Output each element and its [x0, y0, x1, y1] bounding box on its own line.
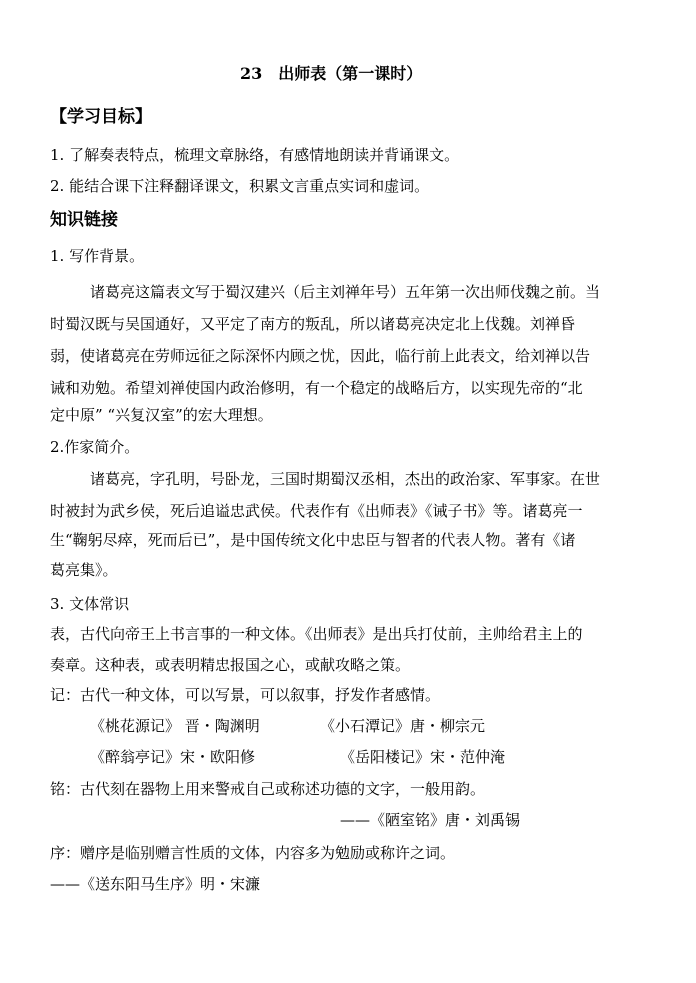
ji-example: 《桃花源记》 晋・陶渊明: [90, 717, 260, 735]
ming-example: ——《陋室铭》唐・刘禹锡: [340, 811, 521, 829]
background-line: 诸葛亮这篇表文写于蜀汉建兴（后主刘禅年号）五年第一次出师伐魏之前。当: [90, 283, 601, 301]
biao-line: 表，古代向帝王上书言事的一种文体。《出师表》是出兵打仗前，主帅给君主上的: [50, 625, 583, 643]
goals-heading: 【学习目标】: [50, 107, 152, 127]
xu-example: ——《送东阳马生序》明・宋濂: [50, 875, 261, 893]
background-label: 1. 写作背景。: [50, 247, 145, 265]
ji-example: 《小石潭记》唐・柳宗元: [320, 717, 486, 735]
genre-label: 3. 文体常识: [50, 595, 130, 613]
background-line: 时蜀汉既与吴国通好，又平定了南方的叛乱，所以诸葛亮决定北上伐魏。刘禅昏: [50, 315, 576, 333]
author-label: 2.作家简介。: [50, 438, 140, 456]
author-line: 诸葛亮，字孔明，号卧龙，三国时期蜀汉丞相，杰出的政治家、军事家。在世: [90, 470, 601, 488]
ji-example: 《岳阳楼记》宋・范仲淹: [340, 748, 506, 766]
background-line: 定中原” “兴复汉室”的宏大理想。: [50, 406, 273, 424]
goal-item-2: 2. 能结合课下注释翻译课文，积累文言重点实词和虚词。: [50, 177, 430, 195]
goal-item-1: 1. 了解奏表特点，梳理文章脉络，有感情地朗读并背诵课文。: [50, 146, 460, 164]
ming-definition: 铭：古代刻在器物上用来警戒自己或称述功德的文字，一般用韵。: [50, 780, 486, 798]
background-line: 弱，使诸葛亮在劳师远征之际深怀内顾之忧，因此，临行前上此表文，给刘禅以告: [50, 347, 591, 365]
xu-definition: 序：赠序是临别赠言性质的文体，内容多为勉励或称许之词。: [50, 844, 456, 862]
author-line: 葛亮集》。: [50, 561, 118, 579]
biao-line: 奏章。这种表，或表明精忠报国之心，或献攻略之策。: [50, 656, 411, 674]
ji-example: 《醉翁亭记》宋・欧阳修: [90, 748, 256, 766]
ji-definition: 记：古代一种文体，可以写景，可以叙事，抒发作者感情。: [50, 686, 441, 704]
page-title: 23 出师表（第一课时）: [240, 64, 423, 83]
background-line: 诫和劝勉。希望刘禅使国内政治修明，有一个稳定的战略后方，以实现先帝的“北: [50, 379, 583, 397]
knowledge-heading: 知识链接: [50, 210, 118, 230]
author-line: 生“鞠躬尽瘁，死而后已”，是中国传统文化中忠臣与智者的代表人物。著有《诸: [50, 531, 576, 549]
author-line: 时被封为武乡侯，死后追谥忠武侯。代表作有《出师表》《诫子书》等。诸葛亮一: [50, 502, 583, 520]
